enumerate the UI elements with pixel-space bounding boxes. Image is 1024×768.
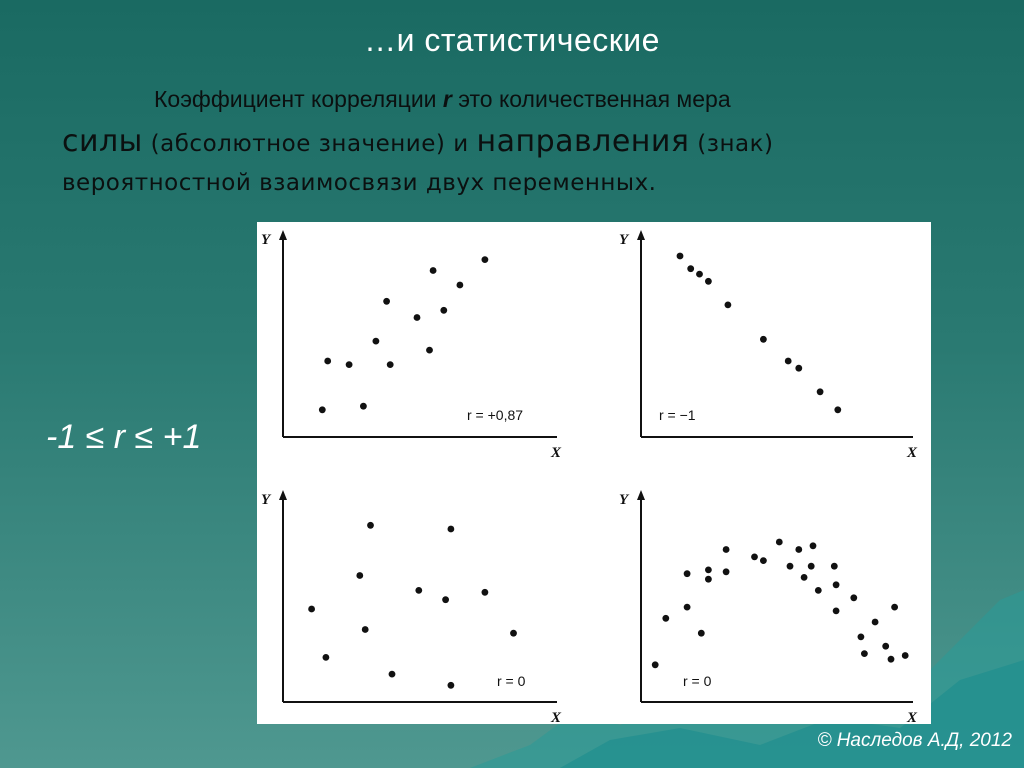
scatter-point-3-9	[448, 682, 455, 689]
scatter-point-4-14	[795, 546, 802, 553]
scatter-point-2-8	[795, 365, 802, 372]
scatter-point-4-26	[882, 643, 889, 650]
scatter-point-4-24	[861, 650, 868, 657]
scatter-point-1-11	[440, 307, 447, 314]
scatter-point-4-7	[705, 576, 712, 583]
scatter-point-1-12	[457, 282, 464, 289]
paren-absolute: (абсолютное значение) и	[142, 131, 477, 157]
scatter-point-2-10	[834, 406, 841, 413]
scatter-point-4-18	[815, 587, 822, 594]
y-label-4: Y	[619, 492, 629, 508]
scatter-point-4-5	[698, 630, 705, 637]
scatter-point-2-1	[677, 253, 684, 260]
scatter-point-3-11	[482, 589, 489, 596]
word-direction: направления	[476, 124, 690, 159]
scatter-plots	[257, 222, 931, 724]
scatter-point-4-29	[902, 652, 909, 659]
x-label-2: X	[907, 445, 918, 461]
paren-sign: (знак)	[689, 131, 774, 157]
y-arrow-3	[279, 490, 287, 500]
scatter-point-2-3	[696, 271, 703, 278]
scatter-point-3-4	[367, 522, 374, 529]
y-arrow-2	[637, 230, 645, 240]
y-arrow-1	[279, 230, 287, 240]
r-symbol: r	[442, 86, 452, 112]
scatter-point-4-25	[872, 619, 879, 626]
scatter-point-3-12	[510, 630, 517, 637]
scatter-point-3-2	[323, 654, 330, 661]
scatter-point-4-10	[751, 554, 758, 561]
scatter-point-3-10	[448, 526, 455, 533]
scatter-point-1-4	[360, 403, 367, 410]
scatter-point-4-16	[810, 542, 817, 549]
definition-line-1	[154, 86, 731, 113]
scatter-point-4-21	[833, 608, 840, 615]
slide-title: …и статистические	[364, 22, 660, 58]
scatter-point-2-9	[817, 388, 824, 395]
scatter-point-1-6	[383, 298, 390, 305]
scatter-point-4-15	[801, 574, 808, 581]
scatter-point-4-6	[705, 567, 712, 574]
x-label-3: X	[551, 710, 562, 724]
scatter-point-4-1	[652, 661, 659, 668]
scatter-point-1-2	[324, 358, 331, 365]
scatter-point-4-3	[684, 570, 691, 577]
x-label-4: X	[907, 710, 918, 724]
definition-line-3: вероятностной взаимосвязи двух переменных.	[62, 170, 657, 196]
scatter-point-1-8	[414, 314, 421, 321]
scatter-point-4-20	[833, 581, 840, 588]
r-annotation-4: r = 0	[683, 673, 712, 689]
r-annotation-3: r = 0	[497, 673, 526, 689]
scatter-point-1-13	[482, 256, 489, 263]
scatter-point-3-8	[442, 596, 449, 603]
scatter-point-1-10	[430, 267, 437, 274]
scatter-point-4-2	[662, 615, 669, 622]
r-range: -1 ≤ r ≤ +1	[46, 418, 202, 456]
scatter-point-3-3	[356, 572, 363, 579]
scatter-point-1-1	[319, 406, 326, 413]
scatter-point-4-9	[723, 568, 730, 575]
scatter-point-3-1	[308, 606, 315, 613]
scatter-point-4-19	[831, 563, 838, 570]
scatter-point-2-7	[785, 358, 792, 365]
scatter-point-4-28	[891, 604, 898, 611]
scatter-point-4-27	[888, 656, 895, 663]
scatter-point-4-12	[776, 539, 783, 546]
scatter-point-4-13	[787, 563, 794, 570]
copyright: © Наследов А.Д, 2012	[817, 730, 1012, 751]
scatter-point-3-5	[362, 626, 369, 633]
x-label-1: X	[551, 445, 562, 461]
y-label-2: Y	[619, 232, 629, 248]
scatter-point-4-4	[684, 604, 691, 611]
scatter-point-4-17	[808, 563, 815, 570]
r-annotation-1: r = +0,87	[467, 407, 524, 423]
scatter-panel	[257, 222, 931, 724]
y-label-3: Y	[261, 492, 271, 508]
scatter-point-2-5	[725, 302, 732, 309]
scatter-point-3-6	[389, 671, 396, 678]
word-strength: силы	[62, 124, 143, 159]
scatter-point-1-3	[346, 361, 353, 368]
scatter-point-2-4	[705, 278, 712, 285]
definition-text-1b: это количественная мера	[451, 86, 731, 112]
scatter-point-4-8	[723, 546, 730, 553]
scatter-point-4-22	[850, 594, 857, 601]
definition-line-2	[62, 124, 773, 159]
scatter-point-3-7	[415, 587, 422, 594]
r-annotation-2: r = −1	[659, 407, 696, 423]
scatter-point-1-5	[373, 338, 380, 345]
scatter-point-1-7	[387, 361, 394, 368]
scatter-point-4-11	[760, 557, 767, 564]
y-label-1: Y	[261, 232, 271, 248]
scatter-point-1-9	[426, 347, 433, 354]
scatter-point-2-2	[687, 265, 694, 272]
definition-text-1a: Коэффициент корреляции	[154, 86, 443, 112]
scatter-point-4-23	[858, 634, 865, 641]
scatter-point-2-6	[760, 336, 767, 343]
y-arrow-4	[637, 490, 645, 500]
